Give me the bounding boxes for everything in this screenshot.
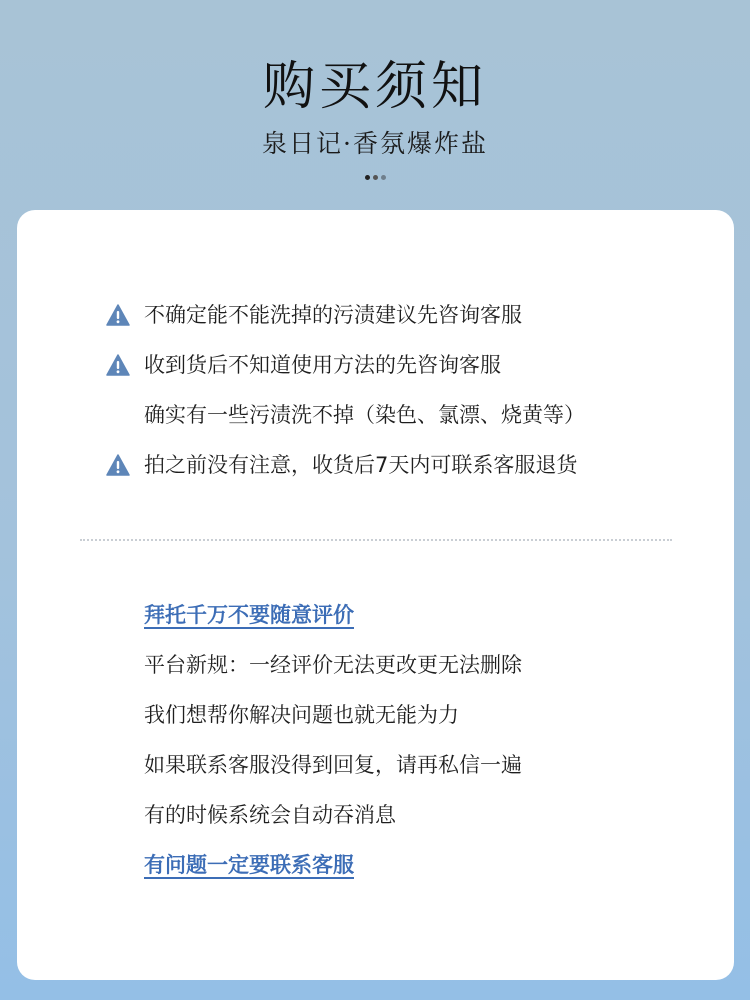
review-rules (144, 590, 704, 890)
notice-text: 拍之前没有注意，收货后7天内可联系客服退货 (144, 453, 578, 477)
notice-list (86, 290, 706, 490)
indicator-dot-active (365, 175, 370, 180)
indicator-dot (381, 175, 386, 180)
notice-text: 确实有一些污渍洗不掉（染色、氯漂、烧黄等） (144, 403, 585, 427)
notice-item (86, 290, 706, 340)
rule-item: 有的时候系统会自动吞消息 (144, 803, 396, 827)
notice-text: 不确定能不能洗掉的污渍建议先咨询客服 (144, 303, 522, 327)
rule-item: 如果联系客服没得到回复，请再私信一遍 (144, 753, 522, 777)
rule-item: 平台新规：一经评价无法更改更无法删除 (144, 653, 522, 677)
page-indicator (0, 175, 750, 183)
page-title: 购买须知 (262, 57, 487, 117)
warning-icon (106, 354, 130, 376)
dotted-divider (80, 539, 672, 541)
warning-icon (106, 304, 130, 326)
page-header (0, 0, 750, 210)
rule-heading-text: 拜托千万不要随意评价 (144, 603, 354, 627)
rule-heading (144, 590, 704, 640)
indicator-dot (373, 175, 378, 180)
notice-item (86, 340, 706, 390)
rule-footer-text: 有问题一定要联系客服 (144, 853, 354, 877)
notice-item (86, 440, 706, 490)
notice-text: 收到货后不知道使用方法的先咨询客服 (144, 353, 501, 377)
rule-item: 我们想帮你解决问题也就无能为力 (144, 703, 459, 727)
warning-icon (106, 454, 130, 476)
product-subtitle: 泉日记·香氛爆炸盐 (262, 129, 488, 158)
notice-item (86, 390, 706, 440)
rule-footer (144, 840, 704, 890)
